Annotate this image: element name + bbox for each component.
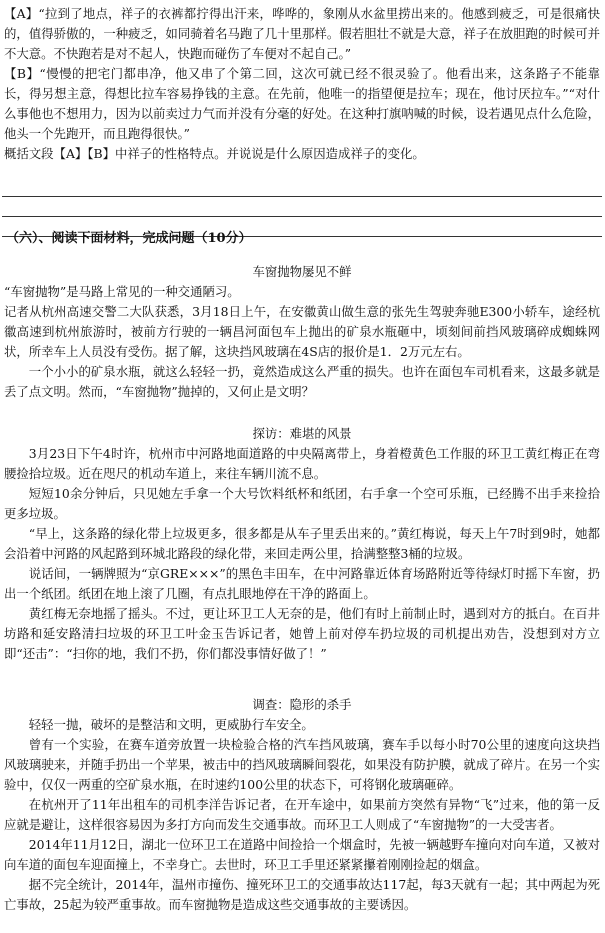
paragraph: 一个小小的矿泉水瓶，就这么轻轻一扔，竟然造成这么严重的损失。也许在面包车司机看来，这最多就是丢了点文明。然而，“车窗抛物”抛掉的，又何止是文明？ [4,364,600,399]
paragraph: 据不完全统计，2014年，温州市撞伤、撞死环卫工的交通事故达117起，每3天就有一起；其中两起为死亡事故，25起为较严重事故。而车窗抛物是造成这些交通事故的主要诱因。 [4,877,600,912]
article-1 [4,262,600,402]
answer-line[interactable] [2,177,602,197]
article-3 [4,695,600,915]
article-title: 调查：隐形的杀手 [252,697,352,712]
question-prompt: 概括文段【A】【B】中祥子的性格特点。并说说是什么原因造成祥子的变化。 [4,146,425,161]
previous-question-block [4,4,600,164]
paragraph: 轻轻一抛，破坏的是整洁和文明，更威胁行车安全。 [28,717,314,732]
paragraph: 在杭州开了11年出租车的司机李洋告诉记者，在开车途中，如果前方突然有异物“飞”过来，他的第一反应就是避让，这样很容易因为多打方向而发生交通事故。而环卫工人则成了“车窗抛物”的一大受害者。 [4,797,600,832]
paragraph: “车窗抛物”是马路上常见的一种交通陋习。 [4,284,240,299]
answer-line[interactable] [2,197,602,217]
paragraph: 3月23日下午4时许，杭州市中河路地面道路的中央隔离带上，身着橙黄色工作服的环卫工黄红梅正在弯腰捡拾垃圾。近在咫尺的机动车道上，来往车辆川流不息。 [4,446,600,481]
passage-a: 【A】“拉到了地点，祥子的衣裤都拧得出汗来，哗哗的，象刚从水盆里捞出来的。他感到疲乏，可是很痛快的，值得骄傲的，一种疲乏，如同骑着名马跑了几十里那样。假若胆壮不就是大意，祥子在放胆跑的时候可并不大意。不快跑若是对不起人，快跑而碰伤了车便对不起自己。” [4,6,600,61]
article-title: 探访：难堪的风景 [252,426,352,441]
paragraph: 说话间，一辆牌照为“京GRE×××”的黑色丰田车，在中河路靠近体育场路附近等待绿灯时摇下车窗，扔出一个纸团。纸团在地上滚了几圈，有点扎眼地停在干净的路面上。 [4,566,600,601]
paragraph: “早上，这条路的绿化带上垃圾更多，很多都是从车子里丢出来的。”黄红梅说，每天上午7时到9时，她都会沿着中河路的风起路到环城北路段的绿化带，来回走两公里，拾满整整3桶的垃圾。 [4,526,600,561]
article-title: 车窗抛物屡见不鲜 [252,264,352,279]
article-2 [4,424,600,664]
paragraph: 2014年11月12日，湖北一位环卫工在道路中间捡拾一个烟盒时，先被一辆越野车撞向对向车道，又被对向车道的面包车迎面撞上，不幸身亡。去世时，环卫工手里还紧紧攥着刚刚捡起的烟盒。 [4,837,600,872]
paragraph: 黄红梅无奈地摇了摇头。不过，更让环卫工人无奈的是，他们有时上前制止时，遇到对方的抵白。在百井坊路和延安路清扫垃圾的环卫工叶金玉告诉记者，她曾上前对停车扔垃圾的司机提出劝告，没想到对方立即“还击”：“扫你的地，我们不扔，你们都没事情好做了！” [4,606,600,661]
section-heading: （六）、阅读下面材料，完成问题（10分） [6,231,252,246]
paragraph: 短短10余分钟后，只见她左手拿一个大号饮料纸杯和纸团，右手拿一个空可乐瓶，已经腾不出手来捡拾更多垃圾。 [4,486,600,521]
paragraph: 记者从杭州高速交警二大队获悉，3月18日上午，在安徽黄山做生意的张先生驾驶奔驰E300小轿车，途经杭徽高速到杭州旅游时，被前方行驶的一辆昌河面包车上抛出的矿泉水瓶砸中，顷刻间前挡风玻璃碎成蜘蛛网状，所幸车上人员没有受伤。据了解，这块挡风玻璃在4S店的报价是1．2万元左右。 [4,304,600,359]
paragraph: 曾有一个实验，在赛车道旁放置一块检验合格的汽车挡风玻璃，赛车手以每小时70公里的速度向这块挡风玻璃驶来，并随手扔出一个苹果，被击中的挡风玻璃瞬间裂花，如果没有防护膜，就成了碎片。在另一个实验中，仅仅一两重的空矿泉水瓶，在时速约100公里的状态下，可将钢化玻璃砸碎。 [4,737,600,792]
passage-b: 【B】“慢慢的把宅门都串净，他又串了个第二回，这次可就已经不很灵验了。他看出来，这条路子不能靠长，得另想主意，得想比拉车容易挣钱的主意。在先前，他唯一的指望便是拉车；现在，他讨厌拉车。”“对什么事他也不想用力，因为以前卖过力气而并没有分毫的好处。在这种打旗呐喊的时候，设若遇见点什么危险，他头一个先跑开，而且跑得很快。” [4,66,600,141]
